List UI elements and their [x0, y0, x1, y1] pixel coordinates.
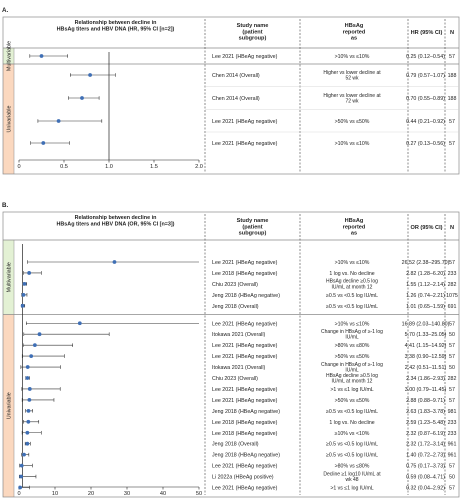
reported-as: >50% vs ≤50% [334, 354, 370, 361]
plot-heading-line: Relationship between decline in [74, 20, 157, 26]
n-value: 233 [447, 430, 457, 437]
reported-column-header [343, 23, 366, 42]
n-value: 57 [449, 119, 455, 125]
reported-as: >10% vs ≤10% [334, 54, 370, 60]
n-value: 57 [449, 141, 455, 147]
x-tick-label: 40 [159, 491, 167, 497]
reported-as-line: wk 48 [345, 476, 359, 483]
stat-value: 0.59 (0.08–4.71) [406, 474, 445, 481]
study-name: Li 2022a (HBeAg positive) [212, 474, 274, 481]
x-tick-label: 1.5 [150, 164, 158, 170]
stat-value: 26.52 (2.38–295.70) [401, 260, 450, 266]
point-estimate [25, 442, 29, 446]
reported-as: >80% vs ≤80% [334, 463, 370, 470]
point-estimate [40, 54, 44, 58]
reported-as: >10% vs ≤10% [334, 141, 370, 147]
reported-as [326, 279, 378, 291]
point-estimate [41, 141, 45, 145]
plot-heading-line: HBsAg titers and HBV DNA (OR, 95% CI [n=3]) [56, 221, 175, 228]
stat-value: 0.75 (0.17–3.73) [406, 463, 445, 470]
study-column-header-line: (patient [242, 224, 263, 231]
n-value: 282 [447, 281, 457, 288]
reported-as-line: Change in HBsAg of ≥-1 log [321, 329, 383, 335]
reported-as: 1 log vs. No decline [329, 270, 375, 277]
n-value: 57 [449, 54, 455, 60]
reported-column-header-line: as [350, 230, 358, 237]
plot-heading-line: HBsAg titers and HBV DNA (HR, 95% CI [n=2]) [56, 26, 175, 33]
stat-value: 2.42 (0.51–11.51) [404, 365, 447, 372]
n-value: 50 [449, 365, 455, 372]
n-value: 57 [449, 463, 455, 470]
study-name: Chen 2014 (Overall) [212, 96, 260, 102]
stat-value: 0.79 (0.57–1.07) [406, 73, 445, 79]
point-estimate [27, 271, 31, 275]
reported-column-header-line: HBsAg [344, 218, 364, 224]
reported-as: >1 vs ≤1 log IU/mL [330, 386, 374, 393]
reported-as-line: Higher vs lower decline at [323, 92, 381, 99]
point-estimate [26, 365, 30, 369]
study-name: Lee 2021 (HBeAg negative) [212, 54, 278, 60]
reported-as: ≥0.5 vs <0.5 log IU/mL [325, 303, 379, 310]
stat-value: 4.41 (1.15–14.92) [404, 343, 447, 350]
reported-column-header-line: HBsAg [344, 23, 364, 29]
stat-value: 2.63 (1.83–3.78) [406, 408, 445, 415]
study-column-header-line: Study name [236, 218, 269, 224]
group-label-univariable: Univariable [6, 392, 13, 420]
study-name: Lee 2018 (HBeAg negative) [212, 270, 278, 277]
reported-as-line: Decline ≥1 log10 IU/mL at [323, 471, 381, 478]
group-label-multivariable: Multivariable [6, 40, 13, 72]
n-value: 282 [447, 376, 457, 382]
point-estimate [25, 431, 29, 435]
point-estimate [80, 96, 84, 100]
x-tick-label: 20 [87, 491, 95, 497]
n-value: 188 [447, 96, 457, 102]
reported-as-line: HBsAg decline ≥0.5 log [326, 278, 378, 285]
n-value: 50 [449, 474, 455, 481]
reported-as-line: 52 wk [345, 75, 359, 82]
point-estimate [26, 376, 30, 380]
plot-heading [57, 215, 175, 227]
stat-value: 1.40 (0.72–2.73) [406, 452, 445, 459]
study-name: Lee 2021 (HBeAg negative) [212, 141, 278, 147]
n-value: 233 [447, 419, 457, 426]
reported-as-line: 72 wk [345, 98, 359, 105]
reported-as: >50% vs ≤50% [334, 119, 370, 125]
x-tick-label: 0 [17, 164, 21, 170]
reported-as [321, 362, 383, 374]
study-name: Jeng 2018 (HBeAg negative) [212, 452, 281, 459]
study-name: Chiu 2023 (Overall) [212, 376, 258, 382]
study-column-header-line: subgroup) [238, 35, 267, 42]
reported-as: ≥0.5 vs <0.5 log IU/mL [325, 408, 379, 415]
group-label-multivariable: Multivariable [6, 262, 13, 293]
x-tick-label: 2.0 [195, 164, 203, 170]
reported-as: ≥0.5 vs <0.5 log IU/mL [325, 452, 379, 459]
study-name: Lee 2021 (HBeAg negative) [212, 260, 278, 266]
x-tick-label: 30 [123, 491, 131, 497]
n-value: 981 [447, 408, 457, 415]
n-value: 188 [447, 73, 457, 79]
stat-value: 2.32 (0.87–6.19) [406, 430, 445, 437]
point-estimate [28, 387, 32, 391]
reported-as [323, 70, 381, 82]
point-estimate [38, 332, 42, 336]
reported-as-line: IU/mL [345, 367, 359, 374]
point-estimate [19, 475, 23, 479]
study-name: Lee 2021 (HBeAg negative) [212, 119, 278, 125]
reported-as: ≥0.5 vs <0.5 log IU/mL [325, 441, 379, 448]
reported-column-header-line: reported [342, 224, 366, 231]
reported-column-header-line: as [350, 35, 358, 42]
point-estimate [18, 486, 22, 490]
stat-value: 1.01 (0.65–1.59) [406, 303, 445, 310]
stat-value: 0.25 (0.12–0.54) [406, 54, 445, 60]
stat-value: 1.26 (0.74–2.21) [406, 292, 445, 299]
point-estimate [22, 453, 26, 457]
point-estimate [27, 398, 31, 402]
study-column-header-line: Study name [236, 23, 269, 29]
reported-as: >10% vs ≤10% [334, 260, 370, 266]
n-value: 57 [449, 321, 455, 328]
reported-as: 1 log vs. No decline [329, 419, 375, 426]
stat-value: 3.00 (0.79–11.45) [404, 386, 447, 393]
study-name: Lee 2021 (HBeAg negative) [212, 343, 278, 350]
reported-as: ≥10% vs <10% [334, 430, 370, 437]
point-estimate [22, 293, 26, 297]
point-estimate [27, 409, 31, 413]
study-name: Lee 2021 (HBeAg negative) [212, 321, 278, 328]
reported-as [321, 329, 383, 341]
plot-heading-line: Relationship between decline in [74, 215, 157, 221]
n-value: 57 [449, 386, 455, 393]
study-name: Jeng 2018 (Overall) [212, 303, 259, 310]
n-value: 961 [447, 441, 457, 448]
stat-value: 5.70 (1.33–25.05) [404, 332, 447, 339]
stat-value: 2.32 (1.72–3.14) [406, 441, 445, 448]
reported-as-line: IU/mL at month 12 [331, 378, 373, 385]
reported-column-header-line: reported [342, 29, 366, 36]
reported-as: >1 vs ≤1 log IU/mL [330, 485, 374, 492]
reported-as-line: IU/mL at month 12 [331, 284, 373, 291]
stat-value: 2.34 (1.86–2.93) [406, 376, 445, 382]
reported-as [326, 373, 378, 385]
stat-value: 0.70 (0.55–0.89) [406, 96, 445, 102]
study-name: Jeng 2018 (Overall) [212, 441, 259, 448]
study-column-header [237, 218, 269, 237]
study-name: Lee 2021 (HBeAg negative) [212, 397, 278, 404]
stat-value: 0.44 (0.21–0.92) [406, 119, 445, 125]
plot-heading [57, 20, 175, 32]
stat-column-header: OR (95% CI) [410, 225, 443, 231]
study-name: Itokawa 2021 (Overall) [212, 332, 266, 339]
panel-letter: B. [2, 202, 9, 209]
study-name: Lee 2021 (HBeAg negative) [212, 485, 278, 492]
study-name: Lee 2021 (HBeAg negative) [212, 354, 278, 361]
group-label-univariable: Univariable [6, 105, 13, 133]
stat-value: 0.27 (0.13–0.56) [406, 141, 445, 147]
stat-value: 2.59 (1.23–5.48) [406, 419, 445, 426]
stat-value: 0.32 (0.04–2.92) [406, 485, 445, 492]
point-estimate [29, 354, 33, 358]
n-value: 50 [449, 332, 455, 339]
study-name: Jeng 2018 (HBeAg negative) [212, 408, 281, 415]
study-column-header-line: (patient [242, 29, 263, 36]
point-estimate [23, 282, 27, 286]
reported-as: >50% vs ≤50% [334, 397, 370, 404]
stat-value: 2.82 (1.28–6.20) [406, 270, 445, 277]
x-tick-label: 0.5 [60, 164, 68, 170]
n-value: 233 [447, 270, 457, 277]
study-name: Lee 2018 (HBeAg negative) [212, 419, 278, 426]
reported-column-header [343, 218, 366, 237]
point-estimate [113, 260, 117, 264]
stat-value: 3.38 (0.90–12.59) [404, 354, 447, 361]
point-estimate [26, 420, 30, 424]
study-name: Chiu 2023 (Overall) [212, 281, 258, 288]
reported-as-line: IU/mL [345, 334, 359, 341]
stat-value: 1.55 (1.12–2.14) [406, 281, 445, 288]
reported-as-line: Higher vs lower decline at [323, 69, 381, 76]
x-tick-label: 0 [17, 491, 21, 497]
reported-as: >10% vs ≤10% [334, 321, 370, 328]
point-estimate [33, 343, 37, 347]
study-name: Lee 2021 (HBeAg negative) [212, 386, 278, 393]
reported-as: ≥0.5 vs <0.5 log IU/mL [325, 292, 379, 299]
stat-value: 2.88 (0.88–9.71) [406, 397, 445, 404]
n-value: 57 [449, 260, 455, 266]
study-name: Lee 2018 (HBeAg negative) [212, 430, 278, 437]
stat-column-header: HR (95% CI) [410, 30, 443, 36]
study-name: Chen 2014 (Overall) [212, 73, 260, 79]
study-name: Itokawa 2021 (Overall) [212, 365, 266, 372]
reported-as [323, 93, 381, 105]
n-value: 57 [449, 343, 455, 350]
study-name: Lee 2021 (HBeAg negative) [212, 463, 278, 470]
panel-letter: A. [2, 7, 9, 14]
reported-as [323, 471, 381, 483]
n-value: 57 [449, 485, 455, 492]
reported-as: >80% vs ≤80% [334, 343, 370, 350]
n-value: 57 [449, 354, 455, 361]
point-estimate [88, 73, 92, 77]
x-tick-label: 1.0 [105, 164, 113, 170]
x-tick-label: 50 [195, 491, 203, 497]
n-column-header: N [449, 225, 455, 231]
reported-as-line: HBsAg decline ≥0.5 log [326, 372, 378, 379]
n-value: 1075 [446, 292, 458, 299]
study-name: Jeng 2018 (HBeAg negative) [212, 292, 281, 299]
n-value: 691 [447, 303, 457, 310]
study-column-header [237, 23, 269, 42]
stat-value: 16.89 (2.03–140.80) [401, 321, 450, 328]
point-estimate [21, 304, 25, 308]
point-estimate [20, 464, 24, 468]
reported-as-line: Change in HBsAg of ≥-1 log [321, 361, 383, 368]
n-column-header: N [449, 30, 455, 36]
n-value: 57 [449, 397, 455, 404]
point-estimate [78, 321, 82, 325]
x-tick-label: 10 [51, 491, 59, 497]
n-value: 961 [447, 452, 457, 459]
study-column-header-line: subgroup) [238, 230, 267, 237]
point-estimate [57, 119, 61, 123]
